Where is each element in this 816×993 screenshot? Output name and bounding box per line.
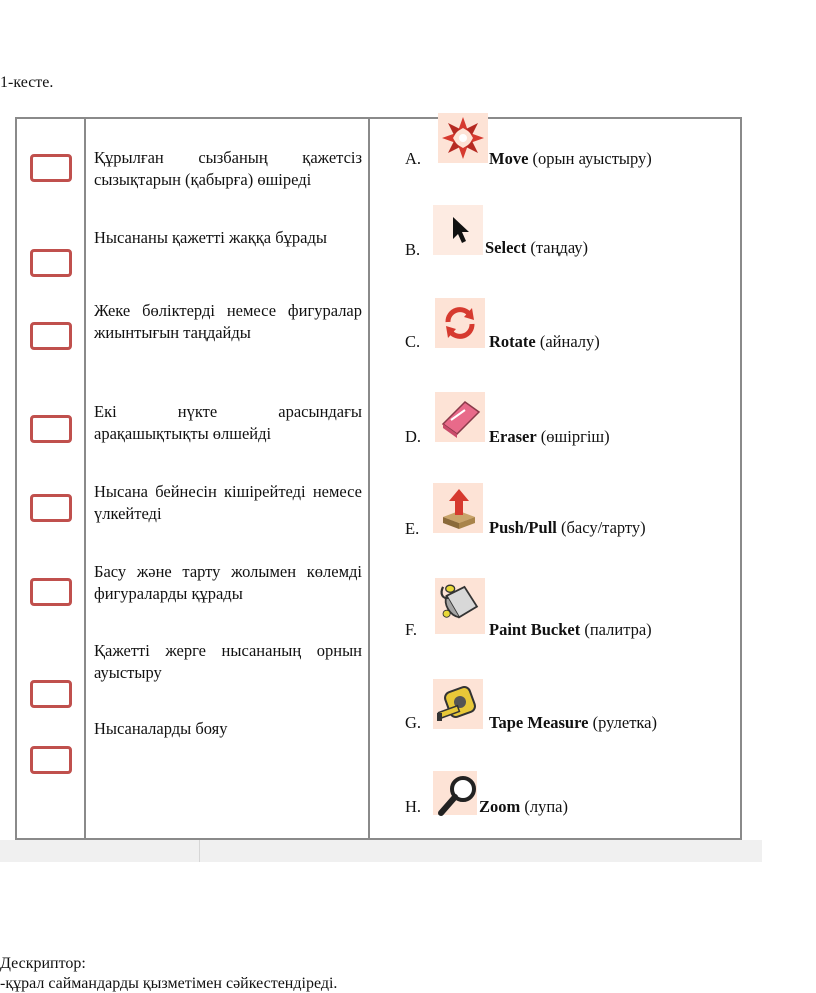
tool-letter: B. bbox=[405, 240, 421, 259]
paint-bucket-icon bbox=[435, 578, 485, 634]
tool-letter: F. bbox=[405, 620, 417, 639]
tool-label-eraser: Eraser (өшіргіш) bbox=[489, 427, 610, 446]
eraser-icon bbox=[435, 392, 485, 442]
description-1: Құрылған сызбаның қажетсіз сызықтарын (қабырға) өшіреді bbox=[94, 148, 362, 189]
description-5: Нысана бейнесін кішірейтеді немесе үлкейтеді bbox=[94, 482, 362, 523]
rotate-icon bbox=[435, 298, 485, 348]
tool-letter: H. bbox=[405, 797, 422, 816]
push-pull-icon bbox=[433, 483, 483, 533]
tool-letter: D. bbox=[405, 427, 422, 446]
answer-box-7[interactable] bbox=[30, 680, 72, 708]
description-3: Жеке бөліктерді немесе фигуралар жиынтығын таңдайды bbox=[94, 301, 362, 342]
tool-letter: G. bbox=[405, 713, 422, 732]
descriptor-text: -құрал саймандарды қызметімен сәйкестендіреді. bbox=[0, 975, 338, 992]
tool-label-zoom: Zoom (лупа) bbox=[479, 797, 569, 816]
table-caption: 1-кесте. bbox=[0, 74, 54, 91]
answer-box-6[interactable] bbox=[30, 578, 72, 606]
description-4: Екі нүкте арасындағы арақашықтықты өлшейді bbox=[94, 402, 362, 443]
answer-box-1[interactable] bbox=[30, 154, 72, 182]
descriptor-label: Дескриптор: bbox=[0, 955, 86, 972]
footer-separator bbox=[199, 840, 200, 862]
footer-bar bbox=[0, 840, 762, 862]
move-icon bbox=[438, 113, 488, 163]
answer-box-5[interactable] bbox=[30, 494, 72, 522]
description-6: Басу және тарту жолымен көлемді фигураларды құрады bbox=[94, 562, 362, 603]
answer-box-3[interactable] bbox=[30, 322, 72, 350]
answer-box-4[interactable] bbox=[30, 415, 72, 443]
answer-box-2[interactable] bbox=[30, 249, 72, 277]
tape-measure-icon bbox=[433, 679, 483, 729]
tool-label-rotate: Rotate (айналу) bbox=[489, 332, 600, 351]
description-7: Қажетті жерге нысананың орнын ауыстыру bbox=[94, 641, 362, 682]
description-2: Нысананы қажетті жаққа бұрады bbox=[94, 228, 327, 247]
tool-letter: C. bbox=[405, 332, 421, 351]
tool-label-paint-bucket: Paint Bucket (палитра) bbox=[489, 620, 652, 639]
description-8: Нысаналарды бояу bbox=[94, 719, 228, 738]
tool-label-push-pull: Push/Pull (басу/тарту) bbox=[489, 518, 646, 537]
tool-letter: A. bbox=[405, 149, 422, 168]
tool-label-move: Move (орын ауыстыру) bbox=[489, 149, 652, 168]
answer-box-8[interactable] bbox=[30, 746, 72, 774]
zoom-icon bbox=[433, 771, 477, 815]
tool-label-select: Select (таңдау) bbox=[485, 238, 589, 257]
tool-label-tape-measure: Tape Measure (рулетка) bbox=[489, 713, 657, 732]
tool-letter: E. bbox=[405, 519, 420, 538]
select-arrow-icon bbox=[433, 205, 483, 255]
